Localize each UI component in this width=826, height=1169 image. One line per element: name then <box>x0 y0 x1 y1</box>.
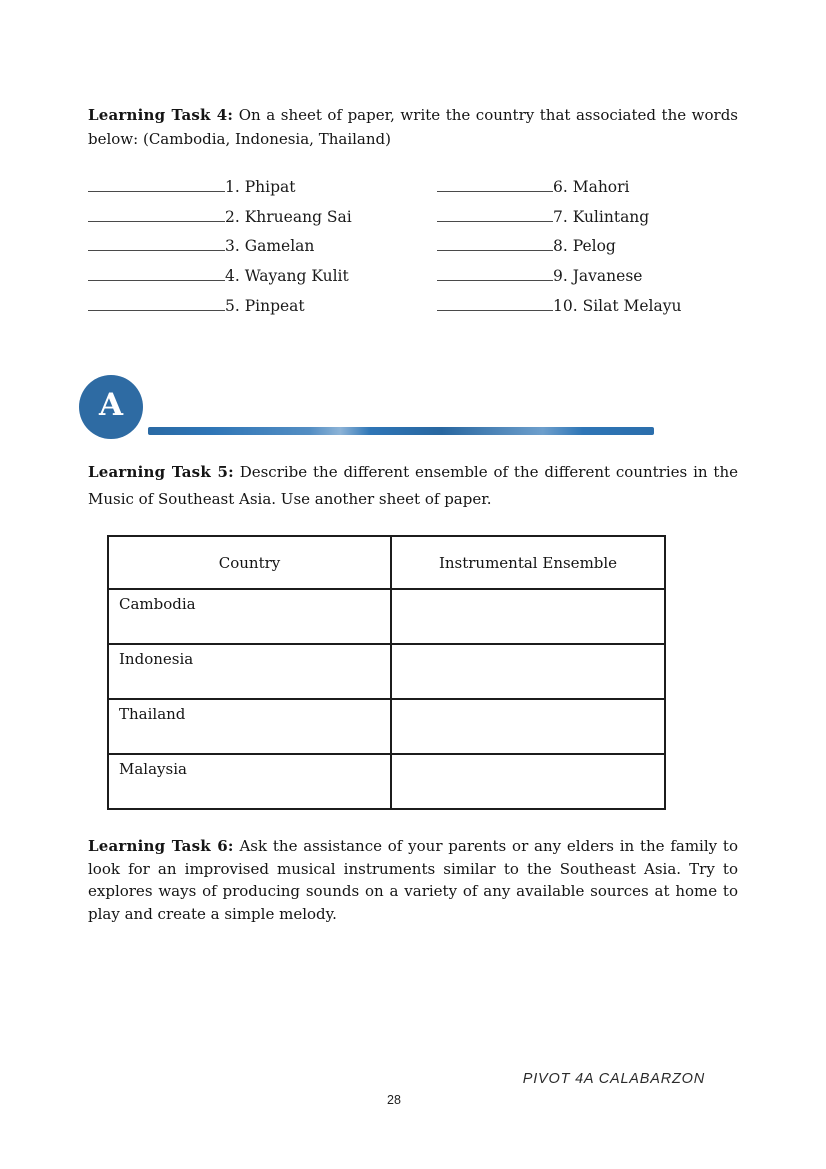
answer-blank-2 <box>88 209 225 222</box>
table-row <box>108 699 665 754</box>
match-item-2 <box>88 208 437 226</box>
match-row <box>88 208 748 238</box>
answer-blank-9 <box>437 268 553 281</box>
footer-brand: PIVOT 4A CALABARZON <box>522 1071 705 1087</box>
answer-blank-10 <box>437 298 553 311</box>
match-label-4: 4. Wayang Kulit <box>225 267 349 286</box>
cell-ensemble-indonesia <box>391 644 665 699</box>
answer-blank-4 <box>88 268 225 281</box>
task6-paragraph <box>88 835 738 925</box>
table-row <box>108 754 665 809</box>
match-label-2: 2. Khrueang Sai <box>225 207 352 226</box>
match-row <box>88 267 748 297</box>
table-row <box>108 589 665 644</box>
table-header-row <box>108 536 665 589</box>
match-item-10 <box>437 297 748 315</box>
match-item-5 <box>88 297 437 315</box>
match-label-7: 7. Kulintang <box>553 207 650 226</box>
header-country: Country <box>108 536 391 589</box>
match-label-6: 6. Mahori <box>553 178 630 196</box>
match-item-6 <box>437 178 748 196</box>
task6-text: Ask the assistance of your parents or any elders in the family to look for an improvised musical instruments similar to the Southeast Asia. Try to explores ways of producing sounds on a variety of any available sources at home to play and create a simple melody. <box>88 837 738 923</box>
page-number: 28 <box>387 1093 401 1107</box>
task4-text: On a sheet of paper, write the country that associated the words below: (Cambodia, Indonesia, Thailand) <box>88 106 739 148</box>
match-row <box>88 178 748 208</box>
task5-label: Learning Task 5: <box>88 463 234 481</box>
match-label-5: 5. Pinpeat <box>225 296 305 315</box>
cell-country-malaysia: Malaysia <box>108 754 391 809</box>
answer-blank-5 <box>88 298 225 311</box>
match-item-4 <box>88 267 437 285</box>
match-label-10: 10. Silat Melayu <box>553 296 682 315</box>
match-label-9: 9. Javanese <box>553 267 643 286</box>
section-a-letter: A <box>98 387 124 423</box>
cell-ensemble-thailand <box>391 699 665 754</box>
cell-country-indonesia: Indonesia <box>108 644 391 699</box>
answer-blank-8 <box>437 238 553 251</box>
task5-paragraph <box>88 459 738 513</box>
match-label-8: 8. Pelog <box>553 237 616 256</box>
task4-label: Learning Task 4: <box>88 106 234 124</box>
ensemble-table <box>107 535 666 810</box>
section-a-circle <box>79 375 143 439</box>
match-item-7 <box>437 208 748 226</box>
section-divider-line <box>148 427 654 435</box>
table-row <box>108 644 665 699</box>
match-item-9 <box>437 267 748 285</box>
match-row <box>88 237 748 267</box>
match-item-3 <box>88 237 437 255</box>
match-item-8 <box>437 237 748 255</box>
task4-paragraph <box>88 104 738 151</box>
task6-label: Learning Task 6: <box>88 837 234 855</box>
match-row <box>88 297 748 327</box>
task5-text: Describe the different ensemble of the different countries in the Music of Southeast Asia. Use another sheet of paper. <box>88 463 738 508</box>
answer-blank-7 <box>437 209 553 222</box>
cell-ensemble-malaysia <box>391 754 665 809</box>
matching-exercise <box>88 178 748 326</box>
match-label-1: 1. Phipat <box>225 178 296 196</box>
answer-blank-1 <box>88 179 225 192</box>
header-ensemble: Instrumental Ensemble <box>391 536 665 589</box>
match-label-3: 3. Gamelan <box>225 237 315 256</box>
match-item-1 <box>88 178 437 196</box>
cell-country-cambodia: Cambodia <box>108 589 391 644</box>
answer-blank-3 <box>88 238 225 251</box>
cell-country-thailand: Thailand <box>108 699 391 754</box>
answer-blank-6 <box>437 179 553 192</box>
cell-ensemble-cambodia <box>391 589 665 644</box>
